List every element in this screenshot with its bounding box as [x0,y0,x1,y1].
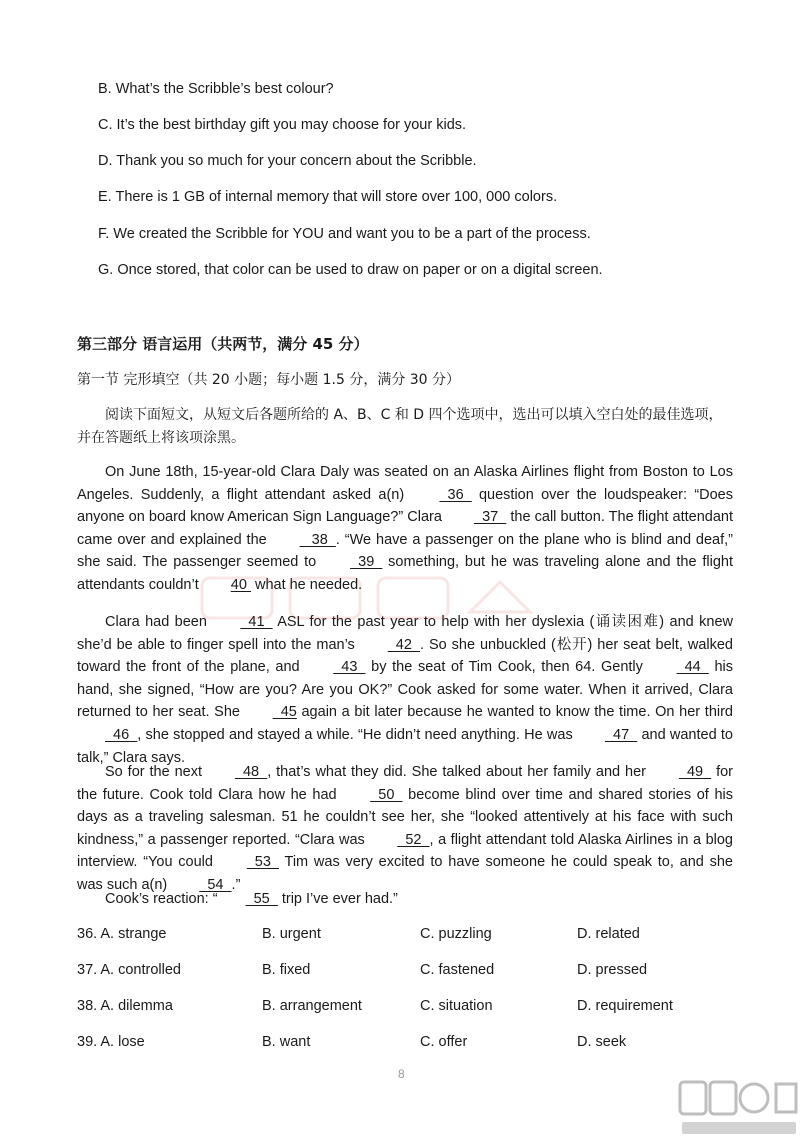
blank-41: 41 [240,614,273,630]
choice-d: D. requirement [577,998,673,1014]
passage-text: .” [231,876,241,893]
blank-46: 46 [105,726,138,743]
choice-c: C. situation [420,998,493,1014]
blank-47: 47 [604,726,638,743]
passage-paragraph-2 [77,611,733,769]
choice-d: D. seek [577,1034,627,1050]
choice-a: 37. A. controlled [77,962,181,978]
watermark-stamp-icon [200,572,580,622]
passage-text: On June 18th, 15-year-old Clara Daly was seated on an Alaska Airlines flight from Boston to Los Angeles. Suddenly, a flight attendant asked a(n) [77,464,733,503]
option-line-f: F. We created the Scribble for YOU and want you to be a part of the process. [98,226,591,242]
blank-43: 43 [333,659,366,676]
passage-paragraph-3 [77,761,733,897]
option-line-e: E. There is 1 GB of internal memory that will store over 100, 000 colors. [98,189,558,205]
blank-36: 36 [439,486,472,503]
passage-text: by the seat of Tim Cook, then 64. Gently [365,659,649,676]
passage-text: and wanted to talk,” Clara says. [77,726,733,766]
option-line-c: C. It’s the best birthday gift you may choose for your kids. [98,117,467,133]
page-number: 8 [398,1067,405,1081]
choice-c: C. fastened [420,962,495,978]
instruction-text: 阅读下面短文，从短文后各题所给的 A、B、C 和 D 四个选项中，选出可以填入空白处的最佳选项，并在答题纸上将该项涂黑。 [77,407,723,446]
question-row-39 [77,1034,737,1054]
question-row-37 [77,962,737,982]
passage-text: the call button. The flight attendant came over and explained the [77,509,733,548]
blank-52: 52 [397,831,430,848]
passage-text: Tim was very excited to have someone he could speak to, and she was such a(n) [77,854,733,893]
choice-b: B. want [262,1034,311,1050]
passage-text: question over the loudspeaker: “Does anyone on board know American Sign Language?” Clara [77,486,733,526]
blank-38: 38 [299,531,336,548]
blank-44: 44 [676,659,709,676]
passage-text: Cook’s reaction: “ [105,891,218,907]
passage-paragraph-4 [77,888,733,911]
passage-text: . “We have a passenger on the plane who is blind and deaf,” she said. The passenger seemed to [77,531,733,571]
choice-b: B. fixed [262,962,311,978]
question-row-38 [77,998,737,1018]
passage-text: something, but he was traveling alone and the flight attendants couldn’t [77,554,734,593]
option-line-d: D. Thank you so much for your concern about the Scribble. [98,153,477,169]
choice-a: 39. A. lose [77,1034,145,1050]
passage-text: , a flight attendant told Alaska Airlines in a blog interview. “You could [77,831,733,871]
passage-text: , she stopped and stayed a while. “He didn’t need anything. He was [137,726,577,743]
section-title: 第三部分 语言运用（共两节，满分 45 分） [77,335,369,353]
blank-50: 50 [370,786,403,803]
choice-d: D. pressed [577,962,648,978]
passage-text: Clara had been [105,614,213,630]
choice-a: 38. A. dilemma [77,998,173,1014]
blank-39: 39 [350,554,383,571]
blank-54: 54 [199,876,232,893]
blank-42: 42 [387,636,420,653]
blank-45: 45 [272,704,297,721]
passage-text: , that’s what they did. She talked about her family and her [267,764,651,780]
choice-b: B. urgent [262,926,321,942]
blank-40: 40 [230,576,251,593]
blank-55: 55 [245,891,278,907]
passage-text: ASL for the past year to help with her dyslexia (诵读困难) and knew she’d be able to finger spell into the man’s [77,614,733,653]
choice-c: C. puzzling [420,926,492,942]
question-row-36 [77,926,737,946]
blank-37: 37 [474,509,507,526]
sub-title: 第一节 完形填空（共 20 小题；每小题 1.5 分，满分 30 分） [77,372,461,388]
passage-text: become blind over time and shared stories of his days as a traveling salesman. 51 he couldn’t see her, she “looked attentively at his face with such kindness,” a passenger reported. “Clara was [77,786,733,848]
answer-site-logo-icon [678,1078,800,1138]
blank-48: 48 [234,764,268,780]
choice-a: 36. A. strange [77,926,167,942]
passage-text: So for the next [105,764,207,780]
choice-b: B. arrangement [262,998,362,1014]
passage-text: for the future. Cook told Clara how he had [77,764,734,803]
passage-text: again a bit later because he wanted to know the time. On her third [296,704,733,721]
blank-49: 49 [678,764,712,780]
passage-text: his hand, she signed, “How are you? Are you OK?” Cook asked for some water. When it arrived, Clara returned to her seat. She [77,659,734,721]
choice-c: C. offer [420,1034,468,1050]
passage-text: trip I’ve ever had.” [277,891,398,907]
blank-53: 53 [246,854,279,871]
passage-text: what he needed. [250,576,363,593]
option-line-b: B. What’s the Scribble’s best colour? [98,81,334,97]
passage-text: . So she unbuckled (松开) her seat belt, walked toward the front of the plane, and [77,636,733,676]
choice-d: D. related [577,926,640,942]
option-line-g: G. Once stored, that color can be used to draw on paper or on a digital screen. [98,262,603,278]
